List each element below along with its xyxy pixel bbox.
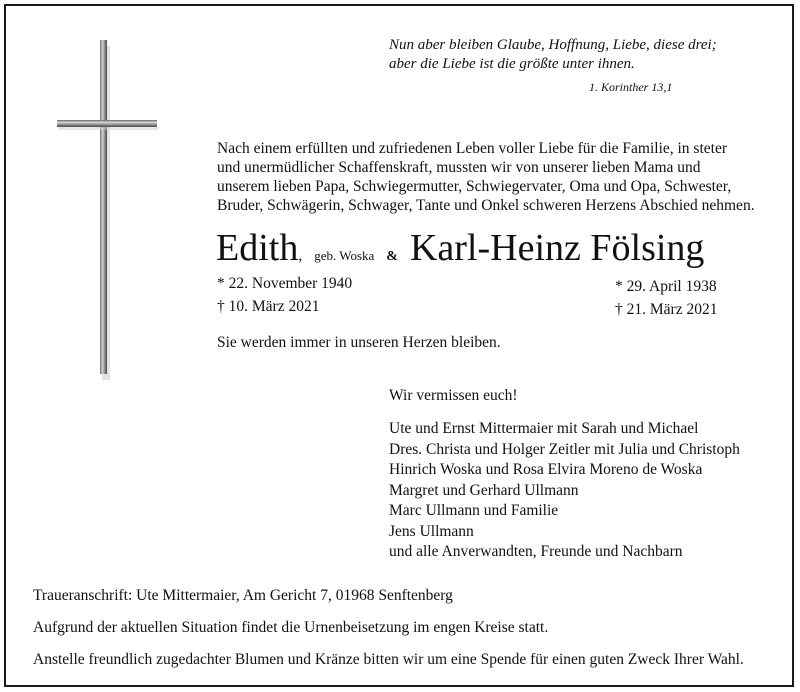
mourner: Marc Ullmann und Familie (389, 502, 559, 519)
cross-icon (57, 40, 162, 380)
intro-line: und unermüdlicher Schaffenskraft, mussten wir von unserer lieben Mama und (217, 159, 701, 176)
mourner: und alle Anverwandten, Freunde und Nachbarn (389, 543, 683, 560)
remembrance-line: Sie werden immer in unseren Herzen bleiben. (217, 334, 501, 351)
second-death: † 21. März 2021 (615, 301, 718, 318)
verse-line-1: Nun aber bleiben Glaube, Hoffnung, Liebe, diese drei; (389, 37, 717, 53)
donation-note: Anstelle freundlich zugedachter Blumen und Kränze bitten wir um eine Spende für einen guten Zweck Ihrer Wahl. (33, 651, 744, 668)
intro-line: Bruder, Schwägerin, Schwager, Tante und Onkel schweren Herzens Abschied nehmen. (217, 197, 755, 214)
verse-line-2: aber die Liebe ist die größte unter ihnen. (389, 56, 635, 72)
mourner: Ute und Ernst Mittermaier mit Sarah und Michael (389, 420, 699, 437)
first-death: † 10. März 2021 (217, 298, 320, 315)
ampersand: & (386, 249, 398, 264)
second-name: Karl-Heinz Fölsing (409, 227, 705, 269)
verse-reference: 1. Korinther 13,1 (589, 80, 673, 94)
mourner: Dres. Christa und Holger Zeitler mit Julia und Christoph (389, 440, 740, 458)
miss-line: Wir vermissen euch! (389, 387, 518, 404)
first-name: Edith (216, 227, 299, 269)
maiden-name: geb. Woska (314, 248, 375, 263)
mourners-list (389, 419, 740, 563)
mourner: Jens Ullmann (389, 522, 474, 540)
bible-verse (389, 36, 717, 74)
second-dates (615, 275, 717, 321)
deceased-names (216, 226, 704, 270)
mourner: Margret und Gerhard Ullmann (389, 481, 579, 499)
mourner: Hinrich Woska und Rosa Elvira Moreno de Woska (389, 461, 703, 478)
second-birth: * 29. April 1938 (615, 278, 717, 295)
mourning-address: Traueranschrift: Ute Mittermaier, Am Gericht 7, 01968 Senftenberg (33, 587, 453, 604)
burial-note: Aufgrund der aktuellen Situation findet die Urnenbeisetzung im engen Kreise statt. (33, 619, 549, 636)
intro-paragraph (217, 139, 755, 215)
intro-line: Nach einem erfüllten und zufriedenen Leben voller Liebe für die Familie, in steter (217, 140, 728, 157)
intro-line: unserem lieben Papa, Schwiegermutter, Schwiegervater, Oma und Opa, Schwester, (217, 178, 732, 195)
name-comma: , (298, 247, 303, 264)
first-birth: * 22. November 1940 (217, 275, 353, 292)
first-dates (217, 272, 352, 318)
